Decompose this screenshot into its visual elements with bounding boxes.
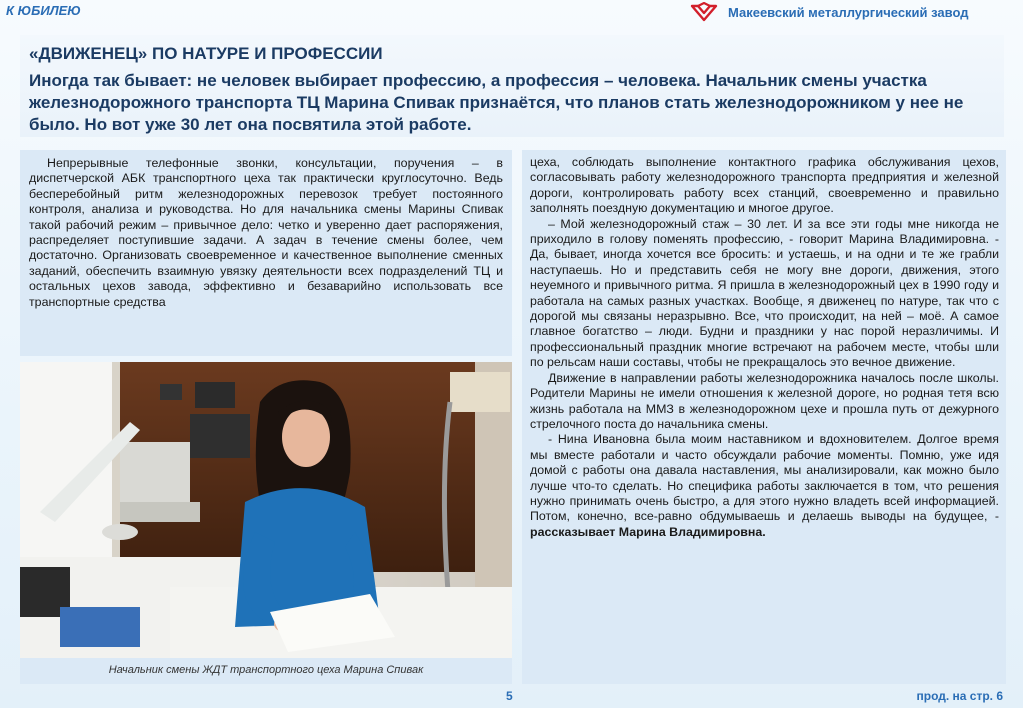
photo-caption: Начальник смены ЖДТ транспортного цеха Марина Спивак — [108, 664, 424, 676]
paragraph-text: - Нина Ивановна была моим наставником и вдохновителем. Долгое время мы вместе работали и часто обсуждали рабочие моменты. Помню, уже идя домой с работы она давала наставления, мы анализировали, как можно было лучше что-то сделать. Но специфика работы заключается в том, что решения нужно принимать очень быстро, а для этого нужно владеть всей информацией. Потом, конечно, все-равно обдумываешь и делаешь выводы на будущее, - — [530, 432, 999, 524]
portrait-photo — [20, 362, 512, 658]
top-bar — [0, 0, 1023, 26]
paragraph: Непрерывные телефонные звонки, консультации, поручения – в диспетчерской АБК транспортного цеха так практически круглосуточно. Ведь бесперебойный ритм железнодорожных перевозок требует постоянного контроля, анализа и руководства. Но для начальника смены Марины Спивак такой рабочий режим – привычное дело: четко и уверенно дает распоряжения, распределяет поступившие задачи. А задач в течение смены более, чем достаточно. Организовать своевременное и качественное выполнение сменных заданий, обеспечить взаимную увязку деятельности всех подразделений ТЦ и остальных цехов завода, эффективно и безаварийно использовать все транспортные средства — [29, 156, 503, 309]
section-tag: К ЮБИЛЕЮ — [6, 3, 81, 18]
company-logo-icon — [690, 2, 718, 24]
page-number: 5 — [506, 689, 513, 703]
company-name: Макеевский металлургический завод — [728, 5, 969, 20]
text-column-right — [522, 150, 1006, 684]
office-scene-image — [20, 362, 512, 658]
text-column-left — [20, 150, 512, 356]
paragraph-final — [530, 432, 999, 540]
speaker-attribution: рассказывает Марина Владимировна. — [530, 524, 766, 539]
paragraph: – Мой железнодорожный стаж – 30 лет. И за все эти годы мне никогда не приходило в голову поменять профессию, - говорит Марина Владимировна. - Да, бывает, иногда хочется все бросить: и устаешь, и на одни и те же грабли наступаешь. Но и представить себя не могу вне дороги, движения, этого неуемного и привычного ритма. Я пришла в железнодорожный цех в 1990 году и работала на самых разных участках. Вообще, я движенец по натуре, так что с дорогой мы связаны неразрывно. Все, что происходит, на ней – моё. А самое главное богатство – люди. Будни и праздники у нас порой неразличимы. И профессиональный праздник многие встречают на рабочем месте, чтобы шли по рельсам наши составы, чтобы не прекращалось это вечное движение. — [530, 216, 999, 370]
continued-link[interactable]: прод. на стр. 6 — [916, 689, 1003, 703]
article-title: «ДВИЖЕНЕЦ» ПО НАТУРЕ И ПРОФЕССИИ — [29, 44, 383, 63]
paragraph: Движение в направлении работы железнодорожника началось после школы. Родители Марины не имели отношения к железной дороге, но родная тетя всю жизнь работала на ММЗ в железнодорожном цехе и прошла путь от дежурного стрелочного поста до начальника смены. — [530, 370, 999, 431]
paragraph: цеха, соблюдать выполнение контактного графика обслуживания цехов, согласовывать работу железнодорожного транспорта предприятия и железной дороги, контролировать работу всех станций, своевременно и правильно заполнять поездную документацию и многое другое. — [530, 155, 999, 216]
article-lead: Иногда так бывает: не человек выбирает профессию, а профессия – человека. Начальник смены участка железнодорожного транспорта ТЦ Марина Спивак признаётся, что планов стать железнодорожником у нее не было. Но вот уже 30 лет она посвятила этой работе. — [29, 71, 964, 134]
